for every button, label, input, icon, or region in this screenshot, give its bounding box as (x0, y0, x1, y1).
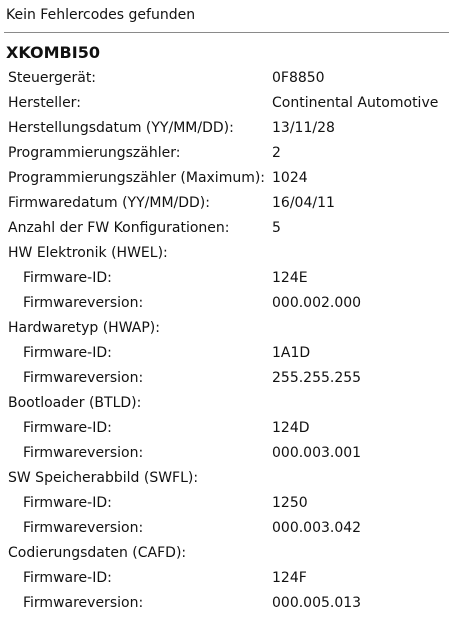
info-label: Anzahl der FW Konfigurationen: (8, 220, 230, 236)
info-value: 255.255.255 (272, 370, 362, 386)
section-label: SW Speicherabbild (SWFL): (8, 470, 199, 486)
info-value: 1A1D (272, 345, 311, 361)
info-value: 000.003.001 (272, 445, 362, 461)
section-label: Hardwaretyp (HWAP): (8, 320, 160, 336)
info-row-cafd-firmware-id (0, 566, 451, 591)
info-value: 000.002.000 (272, 295, 362, 311)
info-row-btld-firmwareversion (0, 441, 451, 466)
info-value: 0F8850 (272, 70, 325, 86)
info-value: 124D (272, 420, 310, 436)
section-label: Bootloader (BTLD): (8, 395, 142, 411)
info-value: 13/11/28 (272, 120, 335, 136)
ecu-info-list (0, 66, 451, 616)
info-value: 1250 (272, 495, 308, 511)
info-label: Steuergerät: (8, 70, 97, 86)
info-value: 124F (272, 570, 307, 586)
info-label: Firmware-ID: (23, 495, 112, 511)
section-label: Codierungsdaten (CAFD): (8, 545, 187, 561)
section-header-hwel (0, 241, 451, 266)
info-row-swfl-firmwareversion (0, 516, 451, 541)
info-label: Firmwareversion: (23, 595, 144, 611)
info-row-firmwaredatum (0, 191, 451, 216)
info-row-programmierungszaehler (0, 141, 451, 166)
info-row-hersteller (0, 91, 451, 116)
info-value: 124E (272, 270, 308, 286)
info-label: Firmwareversion: (23, 295, 144, 311)
info-label: Firmwareversion: (23, 520, 144, 536)
section-label: HW Elektronik (HWEL): (8, 245, 168, 261)
info-label: Firmware-ID: (23, 420, 112, 436)
info-row-btld-firmware-id (0, 416, 451, 441)
info-row-hwap-firmware-id (0, 341, 451, 366)
info-value: 2 (272, 145, 281, 161)
info-label: Programmierungszähler: (8, 145, 181, 161)
info-value: 16/04/11 (272, 195, 335, 211)
info-label: Firmwareversion: (23, 370, 144, 386)
info-row-programmierungszaehler-max (0, 166, 451, 191)
info-value: 1024 (272, 170, 308, 186)
info-row-cafd-firmwareversion (0, 591, 451, 616)
info-label: Firmware-ID: (23, 345, 112, 361)
section-header-cafd (0, 541, 451, 566)
info-row-hwel-firmwareversion (0, 291, 451, 316)
section-header-btld (0, 391, 451, 416)
info-label: Firmware-ID: (23, 270, 112, 286)
status-message: Kein Fehlercodes gefunden (6, 7, 196, 23)
info-value: 5 (272, 220, 281, 236)
info-label: Firmwareversion: (23, 445, 144, 461)
section-header-hwap (0, 316, 451, 341)
ecu-title: XKOMBI50 (6, 43, 100, 62)
info-label: Programmierungszähler (Maximum): (8, 170, 266, 186)
info-value: 000.005.013 (272, 595, 362, 611)
info-value: Continental Automotive (272, 95, 439, 111)
section-header-swfl (0, 466, 451, 491)
info-row-swfl-firmware-id (0, 491, 451, 516)
info-row-hwap-firmwareversion (0, 366, 451, 391)
info-label: Hersteller: (8, 95, 81, 111)
info-row-hwel-firmware-id (0, 266, 451, 291)
info-value: 000.003.042 (272, 520, 362, 536)
info-label: Herstellungsdatum (YY/MM/DD): (8, 120, 234, 136)
divider (4, 32, 449, 33)
info-row-steuergeraet (0, 66, 451, 91)
info-label: Firmware-ID: (23, 570, 112, 586)
info-label: Firmwaredatum (YY/MM/DD): (8, 195, 210, 211)
info-row-herstellungsdatum (0, 116, 451, 141)
info-row-fw-konfigurationen (0, 216, 451, 241)
